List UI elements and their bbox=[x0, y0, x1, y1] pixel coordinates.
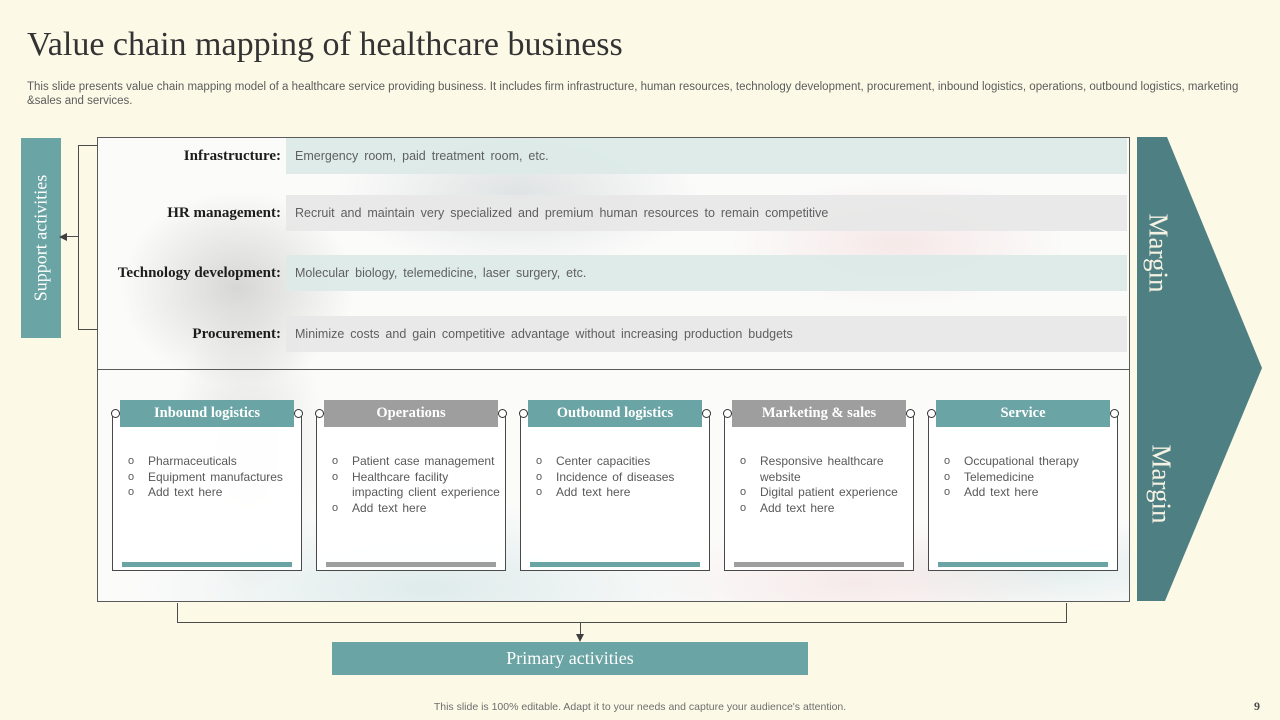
pin-icon bbox=[1110, 409, 1119, 418]
card-service bbox=[928, 400, 1118, 571]
card-item-text: o Patient case management bbox=[352, 454, 495, 468]
support-row-label: Infrastructure: bbox=[183, 147, 281, 164]
support-row-label: Procurement: bbox=[192, 325, 281, 342]
pin-icon bbox=[294, 409, 303, 418]
support-row-value: Emergency room, paid treatment room, etc. bbox=[286, 138, 1127, 174]
bottom-bracket-line bbox=[177, 622, 1067, 623]
left-bracket-bottom bbox=[78, 329, 97, 330]
card-item-text: o Add text here bbox=[352, 500, 427, 515]
card-header bbox=[732, 400, 906, 427]
pin-icon bbox=[519, 409, 528, 418]
primary-activities-row bbox=[112, 400, 1118, 572]
card-item-list bbox=[332, 454, 500, 516]
left-bracket-line bbox=[78, 145, 79, 330]
support-activities-text: Support activities bbox=[30, 174, 51, 302]
bottom-bracket-right-tick bbox=[1066, 603, 1067, 622]
card-inbound-logistics bbox=[112, 400, 302, 571]
card-item bbox=[332, 470, 500, 501]
support-row-value: Molecular biology, telemedicine, laser surgery, etc. bbox=[286, 255, 1127, 291]
margin-arrow-shape bbox=[1137, 137, 1262, 601]
card-item bbox=[128, 470, 296, 486]
pin-icon bbox=[906, 409, 915, 418]
support-row-value: Minimize costs and gain competitive advantage without increasing production budgets bbox=[286, 316, 1127, 352]
card-item-text: o Incidence of diseases bbox=[556, 469, 675, 484]
footer-note: This slide is 100% editable. Adapt it to your needs and capture your audience's attention. bbox=[433, 701, 847, 713]
down-arrowhead-icon bbox=[576, 634, 584, 642]
support-row bbox=[98, 138, 1129, 174]
slide-subtitle: This slide presents value chain mapping model of a healthcare service providing business. It includes firm infrastructure, human resources, technology development, procurement, inbound logistics, operations, outbound logistics, marketing &sales and services. bbox=[27, 81, 1239, 107]
pin-icon bbox=[111, 409, 120, 418]
card-item-text: o Healthcare facility impacting client experience bbox=[352, 469, 500, 499]
card-item-text: o Digital patient experience bbox=[760, 485, 898, 499]
card-item-list bbox=[536, 454, 704, 501]
card-item bbox=[944, 485, 1112, 501]
card-item bbox=[128, 454, 296, 470]
primary-activities-label: Primary activities bbox=[332, 642, 808, 675]
card-item-text: o Add text here bbox=[760, 500, 835, 515]
card-accent-bar bbox=[938, 562, 1108, 567]
page-number: 9 bbox=[1254, 699, 1260, 713]
card-item bbox=[332, 501, 500, 517]
support-row-value: Recruit and maintain very specialized and premium human resources to remain competitive bbox=[286, 195, 1127, 231]
card-item bbox=[332, 454, 500, 470]
left-arrow-shaft bbox=[66, 236, 79, 237]
card-operations bbox=[316, 400, 506, 571]
card-title: Marketing & sales bbox=[761, 405, 877, 421]
card-accent-bar bbox=[734, 562, 904, 567]
card-item bbox=[740, 485, 908, 501]
card-header bbox=[120, 400, 294, 427]
card-item-text: o Occupational therapy bbox=[964, 454, 1079, 468]
support-row bbox=[98, 255, 1129, 291]
card-item-text: o Add text here bbox=[964, 485, 1039, 499]
card-title: Outbound logistics bbox=[556, 405, 674, 421]
card-item bbox=[740, 501, 908, 517]
card-item bbox=[128, 485, 296, 501]
card-title: Inbound logistics bbox=[154, 405, 260, 421]
card-accent-bar bbox=[326, 562, 496, 567]
card-item-text: o Equipment manufactures bbox=[148, 469, 283, 484]
card-item-text: o Telemedicine bbox=[964, 469, 1035, 484]
support-activities-label bbox=[21, 138, 61, 338]
left-arrowhead-icon bbox=[59, 233, 67, 241]
margin-arrow bbox=[1137, 137, 1263, 602]
card-header bbox=[936, 400, 1110, 427]
card-item-text: o Center capacities bbox=[556, 454, 651, 468]
page-title: Value chain mapping of healthcare business bbox=[27, 26, 623, 63]
pin-icon bbox=[927, 409, 936, 418]
card-header bbox=[324, 400, 498, 427]
pin-icon bbox=[498, 409, 507, 418]
card-item-text: o Pharmaceuticals bbox=[148, 454, 237, 468]
card-title: Service bbox=[1000, 405, 1046, 421]
margin-label-top: Margin bbox=[1143, 213, 1174, 293]
card-item-list bbox=[128, 454, 296, 501]
section-divider bbox=[98, 369, 1129, 370]
left-bracket-top bbox=[78, 145, 97, 146]
support-row-label: Technology development: bbox=[117, 264, 281, 281]
value-chain-box bbox=[97, 137, 1130, 602]
card-item bbox=[944, 454, 1112, 470]
card-accent-bar bbox=[530, 562, 700, 567]
card-item-list bbox=[944, 454, 1112, 501]
card-outbound-logistics bbox=[520, 400, 710, 571]
support-row bbox=[98, 195, 1129, 231]
card-item-list bbox=[740, 454, 908, 516]
bottom-bracket-left-tick bbox=[177, 603, 178, 622]
margin-label-bottom: Margin bbox=[1146, 444, 1177, 524]
card-item bbox=[536, 470, 704, 486]
card-header bbox=[528, 400, 702, 427]
card-item bbox=[536, 485, 704, 501]
pin-icon bbox=[315, 409, 324, 418]
support-row bbox=[98, 316, 1129, 352]
card-title: Operations bbox=[376, 405, 446, 421]
pin-icon bbox=[702, 409, 711, 418]
card-item-text: o Add text here bbox=[148, 485, 223, 499]
card-item-text: o Responsive healthcare website bbox=[760, 454, 884, 484]
card-marketing-sales bbox=[724, 400, 914, 571]
pin-icon bbox=[723, 409, 732, 418]
support-row-label: HR management: bbox=[167, 204, 281, 221]
card-item bbox=[536, 454, 704, 470]
card-item-text: o Add text here bbox=[556, 485, 631, 499]
card-item bbox=[740, 454, 908, 485]
card-accent-bar bbox=[122, 562, 292, 567]
card-item bbox=[944, 470, 1112, 486]
